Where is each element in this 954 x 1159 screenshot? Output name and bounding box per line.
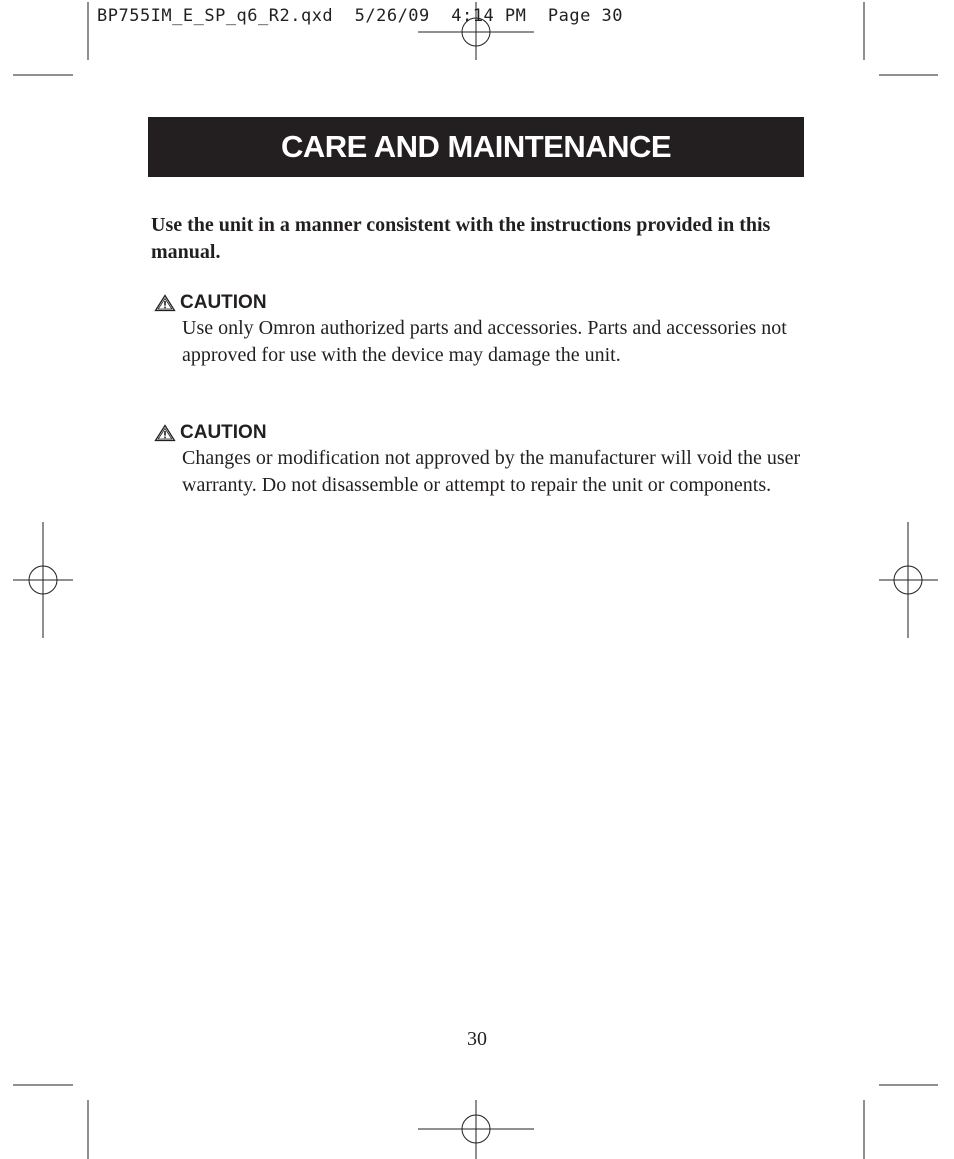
caution-label: CAUTION: [180, 292, 267, 313]
warning-triangle-icon: [154, 294, 176, 312]
caution-block-1: [154, 291, 804, 368]
caution-heading: [154, 291, 804, 315]
registration-mark-right: [879, 522, 938, 638]
page-number: 30: [467, 1028, 487, 1050]
registration-mark-bottom: [418, 1100, 534, 1159]
intro-paragraph: Use the unit in a manner consistent with the instructions provided in this manual.: [151, 214, 771, 263]
caution-text: Use only Omron authorized parts and accessories. Parts and accessories not approved for use with the device may damage the unit.: [182, 317, 787, 366]
registration-mark-top: [418, 2, 534, 60]
warning-triangle-icon: [154, 424, 176, 442]
section-header: [148, 117, 804, 177]
printer-slug: BP755IM_E_SP_q6_R2.qxd 5/26/09 4:14 PM Page 30: [97, 6, 624, 26]
caution-heading: [154, 421, 804, 445]
caution-block-2: [154, 421, 804, 498]
caution-label: CAUTION: [180, 422, 267, 443]
caution-text: Changes or modification not approved by the manufacturer will void the user warranty. Do not disassemble or attempt to repair the unit or components.: [182, 447, 801, 496]
registration-mark-left: [13, 522, 73, 638]
page-title: CARE AND MAINTENANCE: [280, 129, 672, 164]
